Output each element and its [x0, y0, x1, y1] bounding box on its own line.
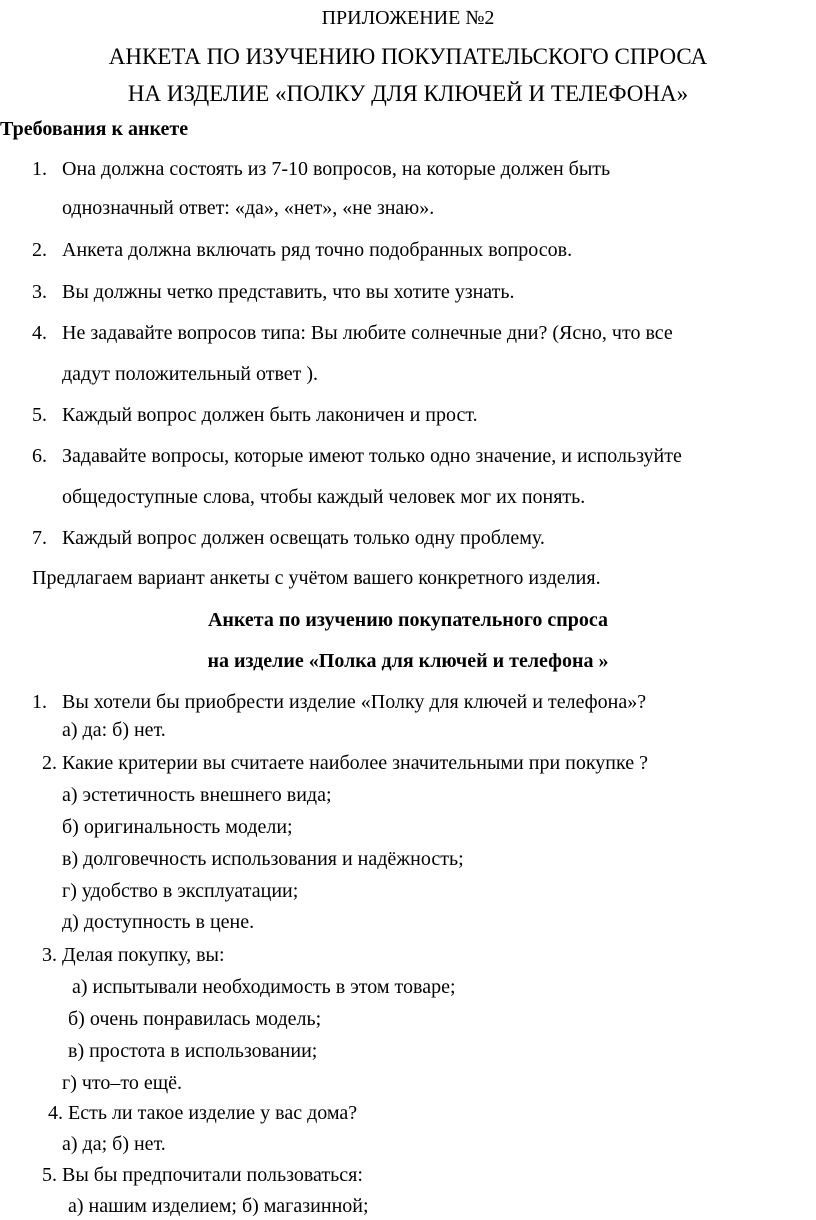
list-item-text: Вы должны четко представить, что вы хотите узнать.: [62, 281, 515, 303]
document-title-line-1: АНКЕТА ПО ИЗУЧЕНИЮ ПОКУПАТЕЛЬСКОГО СПРОСА: [108, 44, 708, 69]
answer-option: д) доступность в цене.: [62, 911, 255, 933]
document-title-line-2: НА ИЗДЕЛИЕ «ПОЛКУ ДЛЯ КЛЮЧЕЙ И ТЕЛЕФОНА»: [127, 81, 689, 106]
list-item-text: Не задавайте вопросов типа: Вы любите солнечные дни? (Ясно, что все: [62, 322, 673, 344]
survey-title-line-1: Анкета по изучению покупательного спроса: [207, 609, 609, 631]
answer-option: в) простота в использовании;: [68, 1040, 318, 1062]
list-item-number: 4.: [32, 322, 47, 344]
list-item-number: 1.: [32, 158, 47, 180]
question-text: 3. Делая покупку, вы:: [42, 944, 225, 966]
appendix-label: ПРИЛОЖЕНИЕ №2: [321, 7, 495, 29]
requirements-heading: Требования к анкете: [0, 118, 189, 140]
answer-option: а) нашим изделием; б) магазинной;: [68, 1195, 369, 1217]
answer-option: а) испытывали необходимость в этом товаре;: [72, 976, 456, 998]
answer-option: в) долговечность использования и надёжность;: [62, 848, 464, 870]
list-item-text: Задавайте вопросы, которые имеют только одно значение, и используйте: [62, 445, 682, 467]
question-text: 2. Какие критерии вы считаете наиболее значительными при покупке ?: [42, 752, 648, 774]
list-item-text: Она должна состоять из 7-10 вопросов, на которые должен быть: [62, 158, 611, 180]
list-item-number: 2.: [32, 239, 47, 261]
answer-option: б) очень понравилась модель;: [68, 1008, 322, 1030]
question-number: 1.: [32, 691, 47, 713]
answer-option: б) оригинальность модели;: [62, 816, 293, 838]
list-item-number: 7.: [32, 527, 47, 549]
answer-option: а) эстетичность внешнего вида;: [62, 784, 332, 806]
list-item-number: 5.: [32, 404, 47, 426]
answer-option: г) удобство в эксплуатации;: [62, 880, 299, 902]
list-item-text: Анкета должна включать ряд точно подобранных вопросов.: [62, 239, 573, 261]
list-item-text: Каждый вопрос должен быть лаконичен и прост.: [62, 404, 478, 426]
list-item-number: 6.: [32, 445, 47, 467]
list-item-text: дадут положительный ответ ).: [62, 363, 319, 385]
question-text: Вы хотели бы приобрести изделие «Полку для ключей и телефона»?: [62, 691, 647, 713]
question-text: 4. Есть ли такое изделие у вас дома?: [48, 1102, 358, 1124]
list-item-number: 3.: [32, 281, 47, 303]
list-item-text: однозначный ответ: «да», «нет», «не знаю».: [62, 197, 435, 219]
survey-title-line-2: на изделие «Полка для ключей и телефона »: [207, 650, 609, 672]
answer-option: а) да; б) нет.: [62, 1133, 166, 1155]
answer-option: г) что–то ещё.: [62, 1072, 183, 1094]
list-item-text: Каждый вопрос должен освещать только одну проблему.: [62, 527, 545, 549]
question-text: 5. Вы бы предпочитали пользоваться:: [42, 1164, 363, 1186]
list-item-text: общедоступные слова, чтобы каждый человек мог их понять.: [62, 486, 586, 508]
answer-option: а) да: б) нет.: [62, 719, 166, 741]
offer-text: Предлагаем вариант анкеты с учётом вашего конкретного изделия.: [32, 567, 601, 589]
